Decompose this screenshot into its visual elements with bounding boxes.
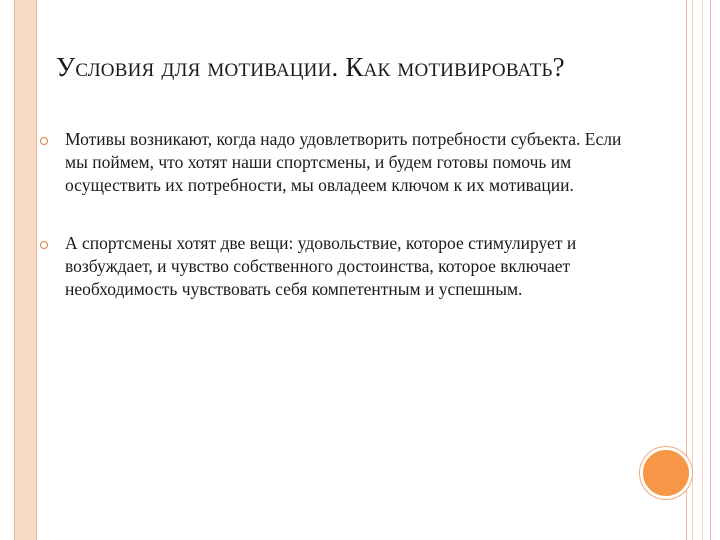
bullet-list — [40, 128, 630, 336]
left-decorative-stripe — [14, 0, 37, 540]
bullet-item — [40, 128, 630, 197]
right-decorative-stripe — [686, 0, 711, 540]
bullet-circle-icon — [40, 137, 48, 145]
bullet-text: Мотивы возникают, когда надо удовлетворить потребности субъекта. Если мы поймем, что хотят наши спортсмены, и будем готовы помочь им осуществить их потребности, мы овладеем ключом к их мотивации. — [65, 129, 622, 195]
orange-circle-ornament — [640, 447, 692, 499]
bullet-text: А спортсмены хотят две вещи: удовольствие, которое стимулирует и возбуждает, и чувство собственного достоинства, которое включает необходимость чувствовать себя компетентным и успешным. — [65, 233, 577, 299]
bullet-item — [40, 232, 630, 301]
slide-title: Условия для мотивации. Как мотивировать? — [56, 52, 565, 82]
bullet-circle-icon — [40, 241, 48, 249]
